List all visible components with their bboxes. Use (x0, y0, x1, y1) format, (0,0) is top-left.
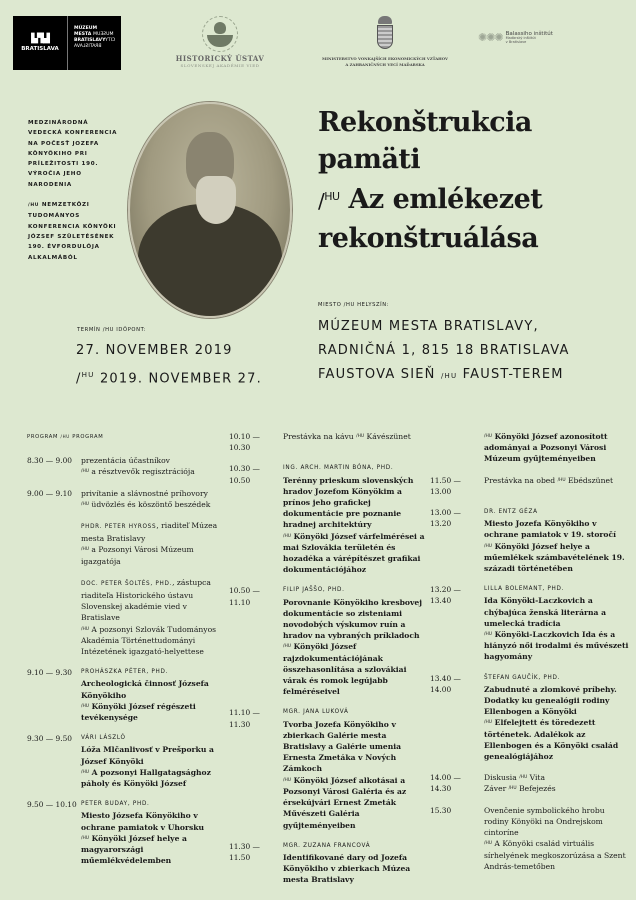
title-hu-line1: Az emlékezet (348, 184, 543, 215)
program-column-1 (27, 431, 223, 877)
item-hu: Kávészünet (366, 432, 411, 441)
item-sk: Miesto Jozefa Könyökiho v ochrane pamiatok v 19. storočí (484, 519, 617, 540)
item-hu: Könyöki József helye a műemlékek számbavételének 19. századi történetében (484, 541, 625, 574)
item-speaker: PHDR. PETER HYROSS (81, 524, 157, 531)
hu-marker: /HU (81, 769, 89, 775)
program-item (27, 488, 223, 510)
logo-ministry-line1: MINISTERSTVO VONKAJŠÍCH EKONOMICKÝCH VZŤAHOV (322, 56, 448, 61)
program-item (430, 673, 630, 763)
program-item (27, 455, 223, 477)
item-role: , riaditeľ Múzea mesta Bratislavy (81, 521, 218, 544)
event-place (318, 315, 570, 388)
logo-ministry (310, 16, 460, 68)
date-hu: 2019. NOVEMBER 27. (99, 371, 262, 387)
logo-museum-line: MESTA (74, 32, 92, 37)
item-sk: Záver (484, 784, 507, 794)
logo-museum-text (68, 16, 121, 70)
logo-hu-sub: SLOVENSKEJ AKADÉMIE VIED (180, 63, 260, 68)
hu-marker: /HU (81, 835, 89, 841)
hu-marker: /$^{HU}$ (318, 189, 340, 213)
logo-balassi-institute (478, 31, 553, 44)
hu-marker: /HU (484, 434, 492, 439)
item-speaker: ŠTEFAN GAUČÍK, PHD. (484, 674, 561, 681)
item-speaker: DOC. PETER ŠOLTÉS, PHD. (81, 580, 173, 587)
item-hu: Vita (529, 773, 545, 783)
item-time: 10.50 — 11.10 (229, 586, 260, 607)
item-time: 9.10 — 9.30 (27, 668, 73, 678)
title-sk-line2: pamäti (318, 144, 421, 175)
program-item (430, 475, 630, 497)
program-column-3 (430, 431, 630, 882)
item-speaker: MGR. ZUZANA FRANCOVÁ (283, 842, 371, 849)
title-hu-line2: rekonštruálása (318, 223, 539, 254)
item-time: 9.50 — 10.10 (27, 800, 77, 810)
item-hu: A pozsonyi Szlovák Tudományos Akadémia Történettudományi Intézetének igazgató-helyettese (81, 624, 217, 657)
logo-ministry-line2: A ZAHRANIČNÝCH VECÍ MAĎARSKA (345, 62, 425, 67)
item-hu: A Könyöki család virtuális sírhelyének megkoszorúzása a Szent András-temetőben (484, 839, 626, 871)
place-room-hu: FAUST-TEREM (462, 367, 564, 382)
intro-sk: MEDZINÁRODNÁ VEDECKÁ KONFERENCIA NA POČESŤ JOZEFA KÖNYÖKIHO PRI PRÍLEŽITOSTI 190. VÝROČIA JEHO NARODENIA (28, 120, 118, 188)
program-item (430, 507, 630, 574)
item-sk: Tvorba Jozefa Könyökiho v zbierkach Galérie mesta Bratislavy a Galérie umenia Ernesta Zmetáka v Nových Zámkoch (283, 719, 402, 774)
place-room-sk: FAUSTOVA SIEŇ (318, 367, 436, 382)
hu-marker: /HU (81, 547, 89, 553)
item-hu: Befejezés (519, 784, 556, 794)
place-line2: RADNIČNÁ 1, 815 18 BRATISLAVA (318, 343, 570, 358)
program-item (229, 463, 425, 575)
hu-marker: HU (81, 370, 95, 379)
item-sk: Prestávka na obed (484, 475, 556, 485)
logo-hu-name: HISTORICKÝ ÚSTAV (175, 54, 265, 63)
star-ornament-icon: ✺✺✺ (478, 31, 503, 44)
item-speaker: DR. ENTZ GÉZA (484, 509, 538, 516)
item-time: 13.40 — 14.00 (430, 673, 461, 694)
item-speaker: PROHÁSZKA PÉTER, PHD. (81, 669, 169, 676)
item-hu: Könyöki József azonosított adományai a Pozsonyi Városi Múzeum gyűjteményeiben (484, 432, 608, 464)
hu-marker: /HU (283, 644, 291, 650)
item-speaker: FILIP JAŠŠO, PHD. (283, 587, 345, 594)
hu-marker: /HU (356, 434, 365, 439)
castle-icon: ▙▜▟ (31, 33, 49, 44)
item-time: 13.20 — 13.40 (430, 585, 461, 606)
logo-muzeum-mesta-bratislavy (13, 16, 121, 70)
program-heading: PROGRAM /HU PROGRAM (27, 434, 104, 440)
program-item (229, 707, 425, 830)
hu-marker: /HU (283, 777, 291, 783)
item-sk: Identifikované dary od Jozefa Könyökiho v zbierkach Múzea mesta Bratislavy (283, 852, 411, 885)
logo-museum-line: BRATISLAVY (74, 38, 106, 43)
portrait-photo-jozef-konyoki (128, 102, 292, 318)
program-item (430, 584, 630, 662)
item-time: 14.00 — 14.30 (430, 773, 461, 794)
item-speaker: MGR. JANA LUKOVÁ (283, 709, 349, 716)
item-sk: Porovnanie Könyökiho kresbovej dokumentácie so zisteniami novodobých výskumov ruín a hradov na vybraných príkladoch (283, 597, 422, 641)
program-item (430, 772, 630, 794)
program-column-2 (229, 431, 425, 896)
hu-marker: /HU (508, 786, 517, 792)
logo-bratislava-city: ▙▜▟ BRATISLAVA (13, 16, 68, 70)
item-hu: Könyöki József rajzdokumentációjának összehasonlítása a szlovákiai várak és romok legújabb felméréseivel (283, 642, 407, 697)
item-role: , zástupca riaditeľa Historického ústavu Slovenskej akadémie vied v Bratislave (81, 577, 211, 623)
item-hu: a Pozsonyi Városi Múzeum igazgatója (81, 545, 194, 566)
item-time: 9.30 — 9.50 (27, 734, 73, 744)
event-date: 27. NOVEMBER 2019 /$^{HU}$ 2019. NOVEMBER 27. (76, 339, 262, 391)
item-time: 15.30 (430, 805, 452, 815)
program-item (27, 799, 223, 866)
place-label: MIESTO /HU HELYSZÍN: (318, 302, 390, 308)
hu-marker: /HU (519, 775, 528, 781)
item-hu: Könyöki József helye a magyarországi műemlékvédelemben (81, 833, 187, 866)
item-sk: Ovenčenie symbolického hrobu rodiny Könyöki na Ondrejskom cintoríne (484, 805, 605, 838)
item-time: 11.30 — 11.50 (229, 841, 260, 862)
program-item (430, 431, 630, 465)
event-title (318, 104, 542, 257)
item-hu: A pozsonyi Hallgatagsághoz páholy és Könyöki József (81, 767, 211, 789)
item-hu: Elfelejtett és töredezett történetek. Adalékok az Ellenbogen és a Könyöki család genealógiájához (484, 718, 619, 762)
hu-marker: /HU (484, 720, 492, 726)
hu-marker: /HU (557, 477, 566, 483)
item-hu: a résztvevők regisztrációja (91, 467, 195, 477)
logo-historicky-ustav (168, 16, 272, 68)
title-sk-line1: Rekonštrukcia (318, 107, 532, 138)
program-item (27, 733, 223, 789)
item-sk: privítanie a slávnostné príhovory (81, 488, 208, 498)
place-line1: MÚZEUM MESTA BRATISLAVY, (318, 319, 539, 334)
logo-balassi-sub1: Maďarský inštitút (505, 35, 536, 40)
intro-hu: NEMZETKÖZI TUDOMÁNYOS KONFERENCIA KÖNYÖKI JÓZSEF SZÜLETÉSÉNEK 190. ÉVFORDULÓJA ALKALMÁBÓL (28, 202, 117, 261)
hu-marker: /HU (440, 372, 458, 380)
logo-museum-line: MÚZEUM (74, 26, 98, 31)
date-label: TERMÍN /HU IDŐPONT: (77, 327, 147, 333)
item-time: 10.30 — 10.50 (229, 464, 260, 485)
program-item (27, 667, 223, 723)
item-speaker: LILLA BOLEMANT, PHD. (484, 586, 565, 593)
hu-marker: /HU (283, 533, 291, 539)
item-sk: Miesto Józsefa Könyökiho v ochrane pamiatok v Uhorsku (81, 811, 204, 832)
hungarian-coat-of-arms-icon (377, 16, 393, 50)
item-hu: Könyöki József várfelmérései a mai Szlovákia területén és hozadéka a várépítészet grafikai dokumentációjához (283, 531, 425, 575)
item-sk: Archeologická činnosť Józsefa Könyökiho (81, 679, 209, 700)
item-sk: Lóža Mlčanlivosť v Prešporku a József Könyöki (81, 745, 214, 766)
item-hu: Könyöki József régészeti tevékenysége (81, 701, 196, 723)
item-hu: üdvözlés és köszöntő beszédek (91, 499, 211, 509)
item-speaker: ING. ARCH. MARTIN BÓNA, PHD. (283, 465, 394, 472)
item-sk: Diskusia (484, 773, 517, 783)
item-time: 13.00 — 13.20 (430, 508, 461, 529)
program-item (27, 577, 223, 657)
item-hu: Ebédszünet (568, 475, 613, 485)
hu-marker: /HU (81, 469, 89, 475)
item-sk: Prestávka na kávu (283, 432, 354, 441)
program-item (229, 841, 425, 886)
item-hu: Könyöki-Laczkovich Ida és a hiányzó női irodalmi és művészeti hagyomány (484, 630, 629, 662)
item-sk: Zabudnuté a zlomkové príbehy. Dodatky ku genealógii rodiny Ellenbogen a Könyöki (484, 684, 617, 717)
hu-marker: /HU (81, 501, 89, 507)
hu-marker: /HU (81, 703, 89, 709)
logo-museum-mirror: CITY (105, 38, 116, 43)
item-time: 10.10 — 10.30 (229, 432, 260, 453)
program-item (27, 520, 223, 567)
logo-balassi-sub2: v Bratislave (505, 39, 527, 44)
item-time: 9.00 — 9.10 (27, 488, 73, 498)
conference-intro (28, 118, 123, 273)
hu-marker: /HU (484, 841, 492, 847)
program-item (430, 805, 630, 872)
logo-balassi-name: Balassiho inštitút (505, 30, 553, 37)
hu-marker: /HU (81, 626, 89, 632)
item-speaker: PETER BUDAY, PHD. (81, 801, 150, 808)
item-time: 11.50 — 13.00 (430, 475, 461, 496)
program-item (229, 585, 425, 697)
item-time: 11.10 — 11.30 (229, 708, 260, 729)
program-item (229, 431, 425, 453)
hu-marker: /HU (484, 632, 492, 638)
logo-museum-mirror: MUSEUM (92, 32, 114, 37)
item-time: 8.30 — 9.00 (27, 456, 73, 466)
item-sk: Terénny prieskum slovenských hradov Jozefom Könyökim a prínos jeho grafickej dokumentácie pre poznanie hradnej architektúry (283, 475, 414, 530)
item-sk: prezentácia účastníkov (81, 456, 170, 466)
item-sk: Ida Könyöki-Laczkovich a chýbajúca ženská literárna a umelecká tradícia (484, 596, 607, 628)
item-speaker: VÁRI LÁSZLÓ (81, 735, 126, 742)
hu-marker: /HU (28, 203, 40, 209)
hu-marker: /HU (484, 543, 492, 549)
linden-leaf-icon (202, 16, 238, 52)
date-sk: 27. NOVEMBER 2019 (76, 343, 233, 358)
logo-museum-mirror: BRATISLAVA (74, 44, 102, 49)
item-hu: Könyöki József alkotásai a Pozsonyi Városi Galéria és az érsekújvári Ernest Zmeták Művészeti Galéria gyűjteményeiben (283, 775, 407, 830)
